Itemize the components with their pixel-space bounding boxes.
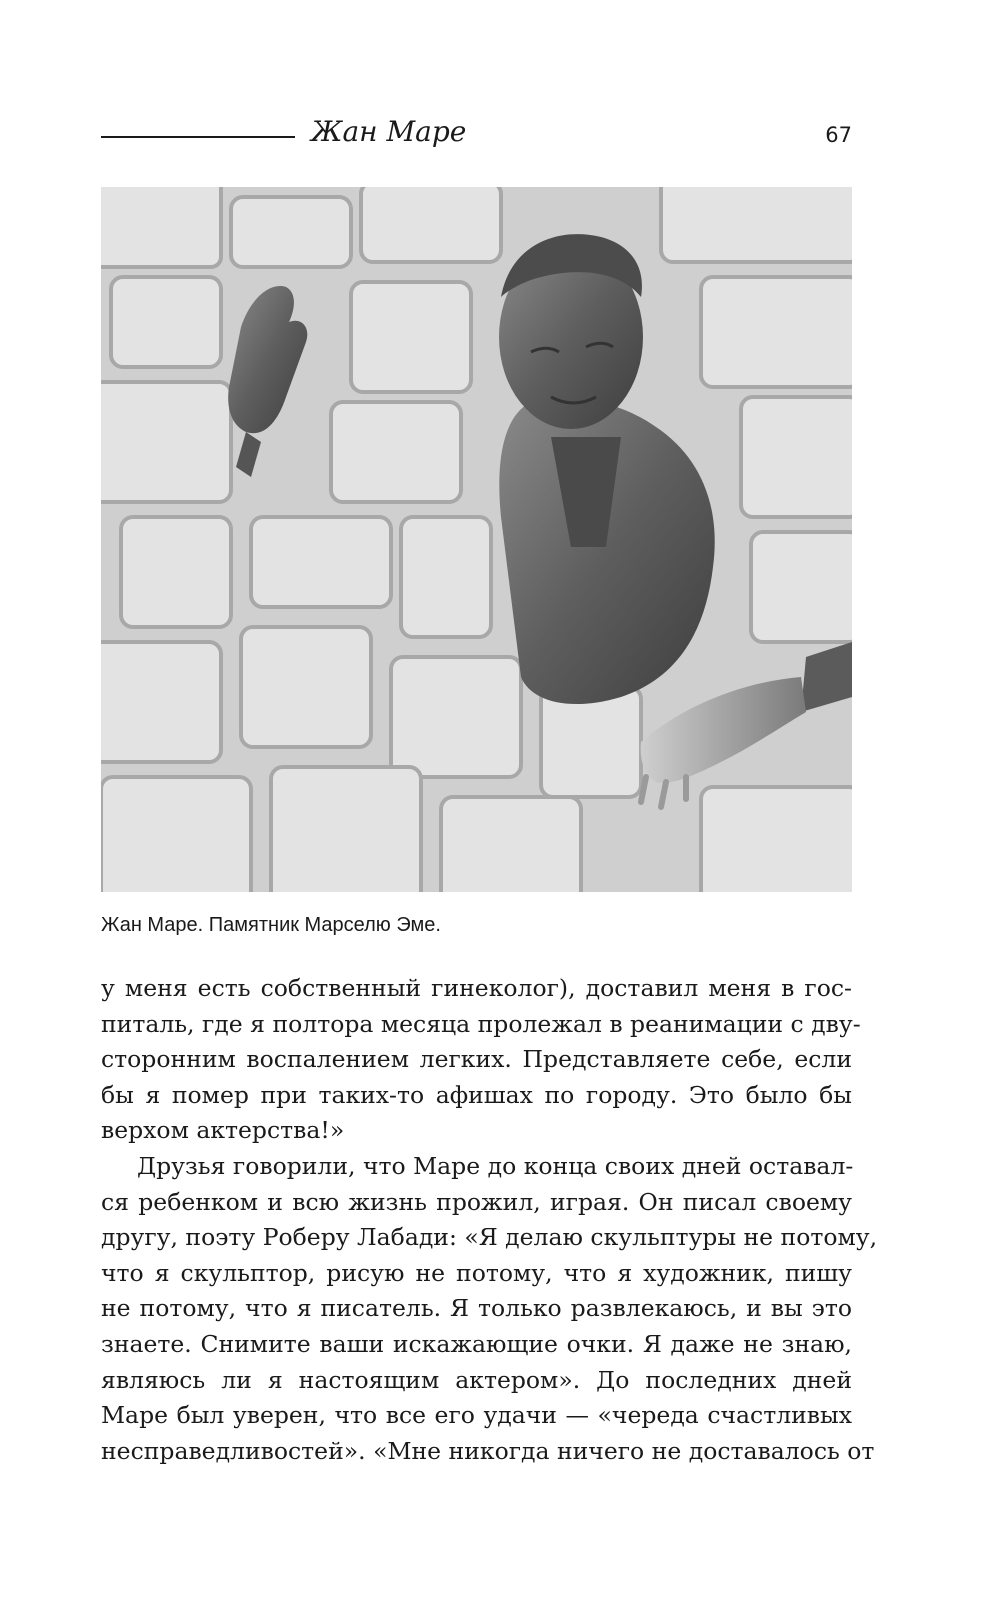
sculpture-photo bbox=[101, 187, 852, 892]
text-line: Маре был уверен, что все его удачи — «череда счастливых bbox=[101, 1401, 852, 1430]
text-line: сторонним воспалением легких. Представляете себе, если bbox=[101, 1045, 852, 1074]
text-line: Друзья говорили, что Маре до конца своих дней оставал- bbox=[137, 1151, 854, 1180]
figure-caption: Жан Маре. Памятник Марселю Эме. bbox=[101, 914, 441, 936]
text-line: являюсь ли я настоящим актером». До последних дней bbox=[101, 1365, 852, 1394]
header-rule bbox=[101, 136, 295, 138]
page-number: 67 bbox=[825, 123, 852, 147]
text-line: несправедливостей». «Мне никогда ничего не доставалось от bbox=[101, 1436, 875, 1465]
text-line: знаете. Снимите ваши искажающие очки. Я даже не знаю, bbox=[101, 1329, 852, 1358]
text-line: что я скульптор, рисую не потому, что я художник, пишу bbox=[101, 1258, 852, 1287]
text-line: другу, поэту Роберу Лабади: «Я делаю скульптуры не потому, bbox=[101, 1223, 878, 1252]
text-line: ся ребенком и всю жизнь прожил, играя. Он писал своему bbox=[101, 1187, 852, 1216]
text-line: у меня есть собственный гинеколог), доставил меня в гос- bbox=[101, 974, 852, 1002]
text-line: бы я помер при таких-то афишах по городу. Это было бы bbox=[101, 1080, 852, 1109]
text-line: питаль, где я полтора месяца пролежал в реанимации с дву- bbox=[101, 1009, 861, 1038]
text-line: не потому, что я писатель. Я только развлекаюсь, и вы это bbox=[101, 1294, 852, 1323]
body-text bbox=[101, 971, 878, 1469]
running-title: Жан Маре bbox=[311, 115, 467, 148]
text-line: верхом актерства!» bbox=[101, 1116, 345, 1145]
